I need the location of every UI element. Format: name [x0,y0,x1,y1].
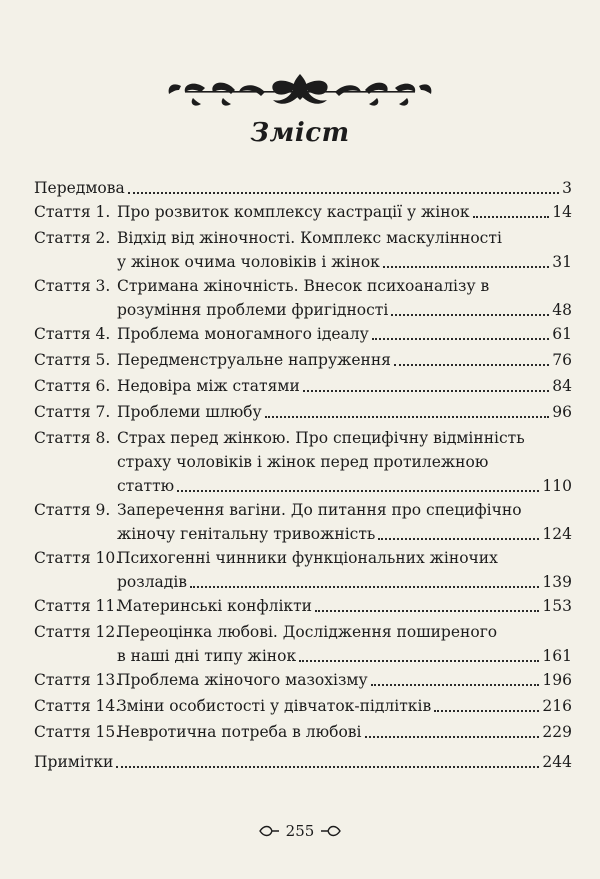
page-footer [0,822,600,840]
toc-entry-label: Стаття 11. [34,597,121,615]
toc-entry-title: Проблема моногамного ідеалу [117,325,369,343]
toc-page-number: 124 [542,525,572,543]
toc-entry-label: Стаття 7. [34,403,111,421]
toc-page-number: 110 [542,477,572,495]
toc-page-number: 61 [552,325,572,343]
toc-line [34,644,572,668]
toc-title: Зміст [250,118,350,148]
page-number: 255 [285,822,315,840]
toc-page-number: 216 [542,697,572,715]
toc-page-number: 76 [552,351,572,369]
toc-entry[interactable] [34,498,572,546]
toc-entry-title: Заперечення вагіни. До питання про специфічно [117,501,522,519]
toc-line [34,668,572,692]
toc-line [34,426,572,450]
toc-entry[interactable] [34,176,572,200]
toc-entry[interactable] [34,750,572,774]
dot-leader [394,364,549,366]
toc-page-number: 14 [552,203,572,221]
toc-entry-label: Стаття 9. [34,501,111,519]
dot-leader [128,192,559,194]
toc-entry[interactable] [34,668,572,692]
toc-entry-title: Психогенні чинники функціональних жіночих [117,549,498,567]
toc-entry[interactable] [34,426,572,498]
toc-entry[interactable] [34,374,572,398]
toc-line [34,498,572,522]
toc-entry-label: Стаття 8. [34,429,111,447]
toc-entry-title: жіночу генітальну тривожність [117,525,376,543]
toc-entry-title: розуміння проблеми фригідності [117,301,389,319]
toc-entry[interactable] [34,620,572,668]
toc-line [34,298,572,322]
toc-entry[interactable] [34,226,572,274]
toc-entry-label: Стаття 6. [34,377,111,395]
toc-line [34,594,572,618]
toc-entry[interactable] [34,322,572,346]
toc-entry-label: Стаття 1. [34,203,111,221]
toc-entry-title: страху чоловіків і жінок перед протилежною [117,453,489,471]
toc-entry[interactable] [34,400,572,424]
toc-entry-label: Стаття 15. [34,723,121,741]
dot-leader [383,266,549,268]
toc-page-number: 153 [542,597,572,615]
toc-page-number: 48 [552,301,572,319]
toc-line [34,474,572,498]
dot-leader [116,766,539,768]
toc-line [34,226,572,250]
toc-entry-title: Зміни особистості у дівчаток-підлітків [117,697,432,715]
toc-entry-title: розладів [117,573,188,591]
toc-entry-label: Стаття 10. [34,549,121,567]
dot-leader [265,416,550,418]
toc-line [34,322,572,346]
dot-leader [365,736,540,738]
toc-line [34,200,572,224]
toc-page-number: 3 [562,179,572,197]
dot-leader [177,490,539,492]
dot-leader [434,710,539,712]
toc-entry-label: Стаття 13. [34,671,121,689]
toc-line [34,450,572,474]
toc-page-number: 139 [542,573,572,591]
toc-entry-title: Переоцінка любові. Дослідження поширеного [117,623,498,641]
toc-line [34,694,572,718]
toc-entry-title: Материнські конфлікти [117,597,313,615]
toc-entry-label: Стаття 2. [34,229,111,247]
toc-line [34,250,572,274]
toc-entry-title: Недовіра між статями [117,377,300,395]
toc-line [34,348,572,372]
toc-entry-label: Примітки [34,753,114,771]
toc-line [34,750,572,774]
toc-entry-title: в наші дні типу жінок [117,647,297,665]
toc-line [34,546,572,570]
toc-entry-label: Стаття 14. [34,697,121,715]
toc-line [34,400,572,424]
toc-page-number: 229 [542,723,572,741]
toc-entry[interactable] [34,200,572,224]
toc-entry-title: Проблема жіночого мазохізму [117,671,368,689]
toc-entry-label: Стаття 4. [34,325,111,343]
toc-page-number: 244 [542,753,572,771]
toc-page-number: 196 [542,671,572,689]
dot-leader [391,314,549,316]
floral-ornament-icon [165,70,435,110]
toc-entry-title: Стримана жіночність. Внесок психоаналізу в [117,277,490,295]
toc-line [34,274,572,298]
toc-entry[interactable] [34,720,572,744]
toc-entry-label: Стаття 3. [34,277,111,295]
toc-entry-title: Невротична потреба в любові [117,723,362,741]
toc-page-number: 84 [552,377,572,395]
toc-entry[interactable] [34,694,572,718]
fleuron-icon [258,824,280,838]
dot-leader [299,660,539,662]
toc-page-number: 31 [552,253,572,271]
toc-line [34,176,572,200]
toc-entry-title: Про розвиток комплексу кастрації у жінок [117,203,470,221]
toc-entry-title: Відхід від жіночності. Комплекс маскулінності [117,229,502,247]
dot-leader [303,390,549,392]
toc-entry-title: статтю [117,477,175,495]
toc-entry-label: Передмова [34,179,125,197]
toc-entry-title: Страх перед жінкою. Про специфічну відмінність [117,429,525,447]
toc-page-number: 96 [552,403,572,421]
toc-entry-label: Стаття 12. [34,623,121,641]
dot-leader [371,684,540,686]
toc-entry-label: Стаття 5. [34,351,111,369]
toc-entry[interactable] [34,274,572,322]
fleuron-icon [320,824,342,838]
toc-entry-title: Передменструальне напруження [117,351,391,369]
dot-leader [378,538,539,540]
dot-leader [190,586,539,588]
toc-page-number: 161 [542,647,572,665]
dot-leader [315,610,539,612]
toc-entry[interactable] [34,594,572,618]
toc-entry-title: у жінок очима чоловіків і жінок [117,253,380,271]
dot-leader [473,216,550,218]
toc-line [34,374,572,398]
toc-entry[interactable] [34,348,572,372]
toc-line [34,720,572,744]
toc-entry[interactable] [34,546,572,594]
toc-entry-title: Проблеми шлюбу [117,403,262,421]
toc-line [34,570,572,594]
dot-leader [372,338,550,340]
toc-line [34,620,572,644]
toc-line [34,522,572,546]
